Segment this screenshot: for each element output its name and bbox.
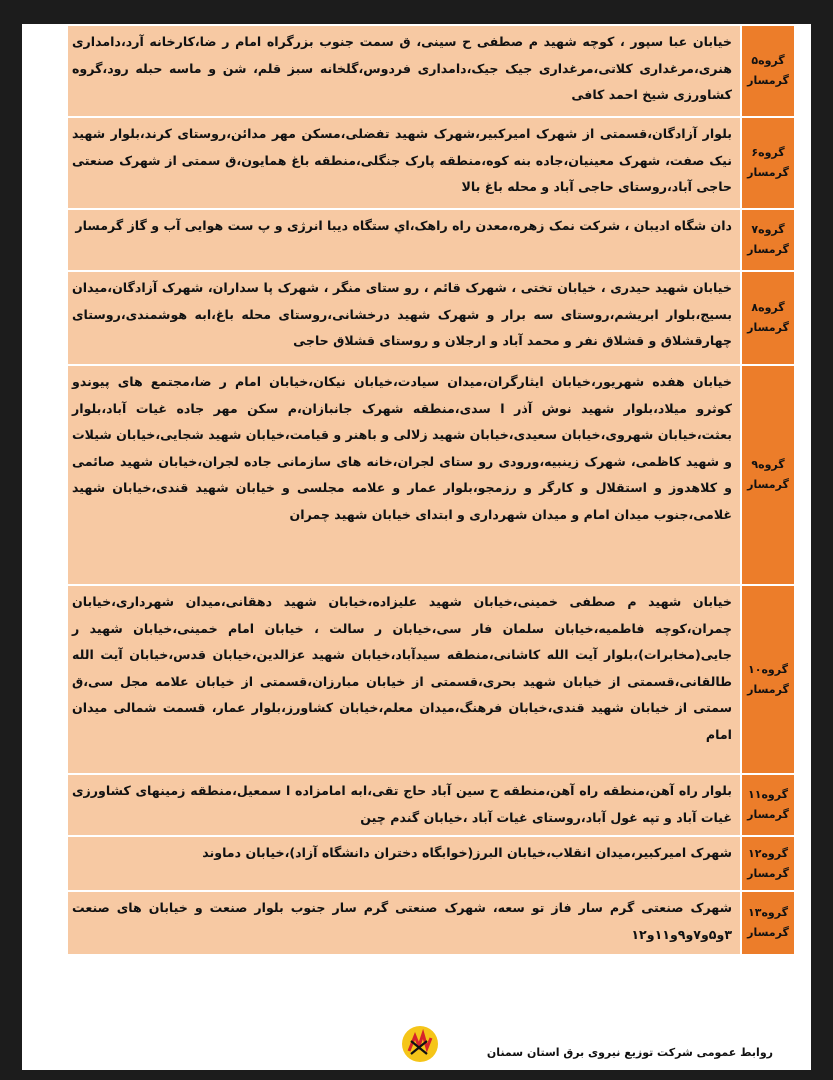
area-list: بلوار آزادگان،قسمتی از شهرک امیرکبیر،شهرک شهید تفضلی،مسکن مهر مدائن،روستای کرند،بلوار شهید نیک صفت، شهرک معینیان،جاده بنه کوه،منطقه پارک جنگلی،منطقه باغ همایون،ق سمتی از شهرک صنعتی حاجی آباد،روستای حاجی آباد و محله باغ بالا [68,118,740,208]
table-row [68,272,794,366]
area-list: شهرک امیرکبیر،میدان انقلاب،خیابان البرز(خوابگاه دختران دانشگاه آزاد)،خیابان دماوند [68,837,740,890]
group-label-cell [740,837,794,890]
group-name: گروه۹ [751,458,785,471]
power-company-logo-icon [400,1024,440,1064]
table-row [68,837,794,892]
group-label-cell [740,210,794,270]
screen-frame-right [811,0,833,1080]
city-name: گرمسار [747,808,789,821]
area-list: خیابان عبا سپور ، کوچه شهید م صطفی ح سینی، ق سمت جنوب بزرگراه امام ر ضا،کارخانه آرد،دامداری هنری،مرغداری کلاتی،مرغداری جیک جیک،دامداری فردوس،گلخانه سبز قلم، شن و ماسه حبله رود،گروه کشاورزی شیخ احمد کافی [68,26,740,116]
area-list: خیابان شهید م صطفی خمینی،خیابان شهید علیزاده،خیابان شهید دهقانی،میدان شهرداری،خیابان چمران،کوچه فاطمیه،خیابان سلمان فار سی،خیابان ر سالت ، خیابان امام خمینی،خیابان شهید ر جایی(مخابرات)،بلوار آیت الله کاشانی،منطقه سیدآباد،خیابان شهید عزالدین،خیابان قدس،خیابان آیت الله طالقانی،قسمتی از خیابان شهید بحری،قسمتی از خیابان مبارزان،قسمتی از خیابان علامه مجل سی،ق سمتی از خیابان شهید قندی،خیابان فرهنگ،میدان معلم،خیابان کشاورز،بلوار عمار، قسمت شمالی میدان امام [68,586,740,773]
area-list: شهرک صنعتی گرم سار فاز تو سعه، شهرک صنعتی گرم سار جنوب بلوار صنعت و خیابان های صنعت ۳و۵و۷و۹و۱۱و۱۲ [68,892,740,954]
group-label-cell [740,272,794,364]
page-footer [22,1019,811,1069]
city-name: گرمسار [747,243,789,256]
group-name: گروه۱۰ [748,662,789,676]
group-name: گروه۷ [751,223,785,236]
group-name: گروه۶ [751,146,785,159]
table-row [68,586,794,775]
screen-frame-top [0,0,833,24]
outage-schedule-table [68,26,794,956]
document-page [22,24,811,1070]
area-list: دان شگاه ادیبان ، شرکت نمک زهره،معدن راه راهک،اي ستگاه دیبا انرژی و پ ست هوایی آب و گاز گرمسار [68,210,740,270]
city-name: گرمسار [747,866,789,880]
group-name: گروه۱۲ [748,846,789,860]
group-label-cell [740,26,794,116]
city-name: گرمسار [747,478,789,491]
group-name: گروه۱۳ [748,906,789,919]
city-name: گرمسار [747,166,789,179]
city-name: گرمسار [747,926,789,939]
group-label-cell [740,892,794,954]
table-row [68,26,794,118]
screen-frame-bottom [0,1070,833,1080]
footer-caption: روابط عمومی شرکت توزیع نیروی برق استان سمنان [486,1046,773,1059]
group-label-cell [740,775,794,835]
area-list: خیابان هفده شهریور،خیابان ایثارگران،میدان سیادت،خیابان نیکان،خیابان امام ر ضا،مجتمع های پیوندو کوثرو میلاد،بلوار شهید نوش آذر ا سدی،منطقه شهرک جانبازان،م سکن مهر جاده غیات آباد،بلوار بعثت،خیابان شهروی،خیابان سعیدی،خیابان شهید زلالی و باهنر و قیامت،خیابان شهید شجایی،خیابان شیلات و شهید کاظمی، شهرک زینبیه،ورودی رو ستای لجران،خانه های سازمانی جاده لجران،خیابان شهید صائمی و کلاهدوز و استقلال و کارگر و رزمجو،بلوار عمار و علامه مجلسی و خیابان شهید قندی،خیابان شهید غلامی،جنوب میدان امام و میدان شهرداری و ابتدای خیابان شهید چمران [68,366,740,584]
city-name: گرمسار [747,74,789,87]
group-label-cell [740,366,794,584]
group-name: گروه۵ [751,54,785,67]
area-list: بلوار راه آهن،منطقه راه آهن،منطقه ح سین آباد حاج تقی،ابه امامزاده ا سمعیل،منطقه زمینهای کشاورزی غیات آباد و تپه غول آباد،روستای غیات آباد ،خیابان گندم چین [68,775,740,835]
city-name: گرمسار [747,682,789,696]
area-list: خیابان شهید حیدری ، خیابان تختی ، شهرک قائم ، رو ستای منگر ، شهرک پا سداران، شهرک آزادگان،میدان بسیج،بلوار ابریشم،روستای سه برار و شهرک شهید درخشانی،روستای محله باغ،ابه هوشمندی،روستای چهارقشلاق و قشلاق نفر و محمد آباد و ارجلان و روستای قشلاق حاجی [68,272,740,364]
group-label-cell [740,118,794,208]
group-name: گروه۱۱ [748,788,789,801]
table-row [68,210,794,272]
table-row [68,775,794,837]
table-row [68,366,794,586]
city-name: گرمسار [747,321,789,334]
table-row [68,892,794,956]
group-name: گروه۸ [751,301,785,314]
table-row [68,118,794,210]
screen-frame-left [0,0,22,1080]
group-label-cell [740,586,794,773]
